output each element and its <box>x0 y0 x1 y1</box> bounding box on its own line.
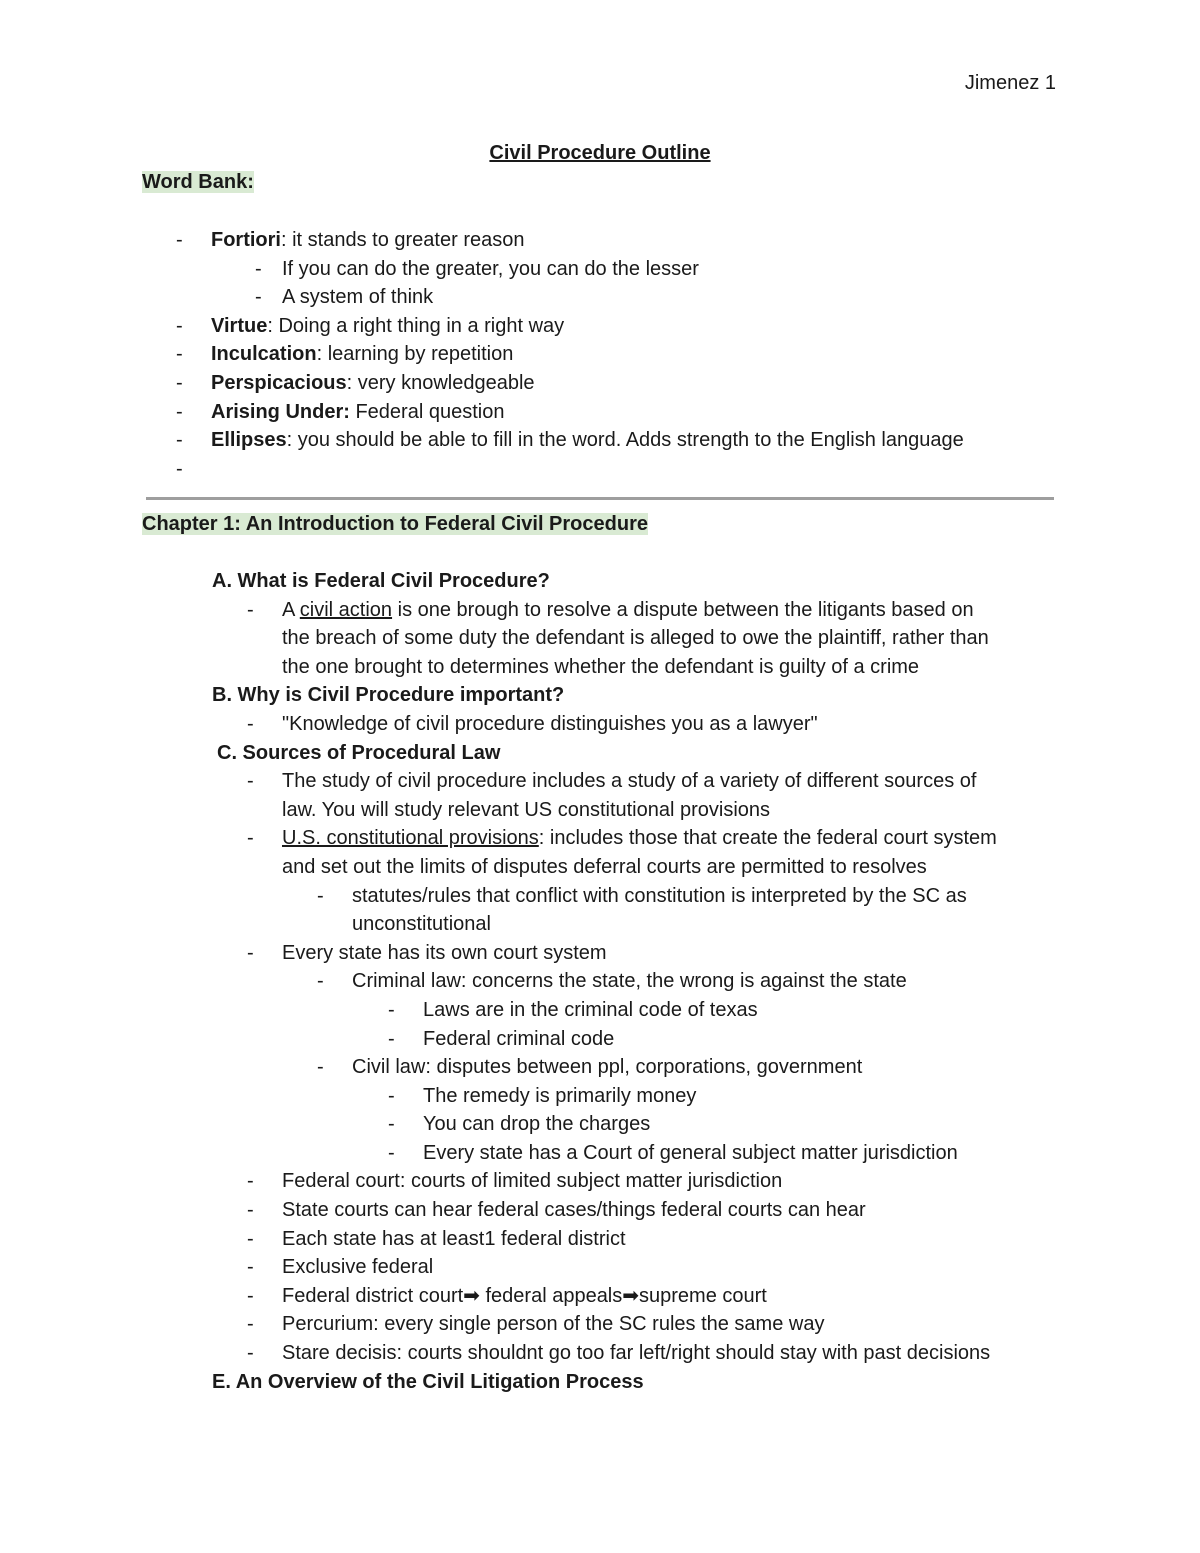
list-item <box>0 710 1200 739</box>
text: the breach of some duty the defendant is alleged to owe the plaintiff, rather than <box>282 627 989 650</box>
list-item <box>0 1339 1200 1368</box>
list-item <box>0 1225 1200 1254</box>
text: unconstitutional <box>352 913 491 936</box>
text: Each state has at least1 federal district <box>282 1227 626 1250</box>
text: law. You will study relevant US constitutional provisions <box>282 798 771 821</box>
section-heading <box>0 1368 1200 1397</box>
text: Criminal law: concerns the state, the wrong is against the state <box>352 970 907 993</box>
word-bank-label <box>142 171 254 194</box>
list-item <box>0 455 1200 484</box>
bullet: - <box>176 400 183 423</box>
section-heading <box>0 739 1200 768</box>
bullet: - <box>176 457 183 480</box>
list-item <box>0 1310 1200 1339</box>
list-item <box>0 1167 1200 1196</box>
bullet: - <box>247 1256 254 1279</box>
term: Fortiori <box>211 229 281 251</box>
list-item <box>0 283 1200 312</box>
list-item <box>0 255 1200 284</box>
sub-item: If you can do the greater, you can do the lesser <box>282 257 699 280</box>
text: Every state has a Court of general subject matter jurisdiction <box>423 1141 958 1164</box>
definition: : you should be able to fill in the word. Adds strength to the English language <box>286 429 964 452</box>
text: "Knowledge of civil procedure distinguishes you as a lawyer" <box>282 712 818 735</box>
section-c-heading: C. Sources of Procedural Law <box>217 741 501 764</box>
list-item <box>0 1025 1200 1054</box>
bullet: - <box>176 371 183 394</box>
list-item <box>0 1196 1200 1225</box>
text: and set out the limits of disputes deferral courts are permitted to resolves <box>282 855 927 878</box>
text: statutes/rules that conflict with constitution is interpreted by the SC as <box>352 884 967 907</box>
section-e-heading: E. An Overview of the Civil Litigation Process <box>212 1370 644 1393</box>
list-item <box>0 1282 1200 1311</box>
definition: : very knowledgeable <box>346 371 535 394</box>
underlined-term: U.S. constitutional provisions <box>282 827 539 850</box>
list-item <box>0 767 1200 796</box>
list-item <box>0 426 1200 455</box>
text: Exclusive federal <box>282 1256 434 1279</box>
word-bank-list <box>0 226 1200 483</box>
bullet: - <box>388 1084 395 1107</box>
bullet: - <box>388 1141 395 1164</box>
text: The study of civil procedure includes a study of a variety of different sources of <box>282 770 977 793</box>
term: Arising Under: <box>211 400 350 423</box>
list-item <box>0 967 1200 996</box>
list-item-continuation <box>0 796 1200 825</box>
text: A <box>282 598 300 621</box>
bullet: - <box>176 229 183 251</box>
bullet: - <box>247 598 254 621</box>
term: Virtue <box>211 314 268 337</box>
bullet: - <box>247 1227 254 1250</box>
page-title: Civil Procedure Outline <box>489 142 711 164</box>
text: Federal court: courts of limited subject matter jurisdiction <box>282 1170 783 1193</box>
list-item <box>0 882 1200 911</box>
text: Federal district court➡ federal appeals➡supreme court <box>282 1284 767 1307</box>
bullet: - <box>247 770 254 793</box>
list-item-continuation <box>0 853 1200 882</box>
list-item-continuation <box>0 910 1200 939</box>
bullet: - <box>247 1313 254 1336</box>
list-item <box>0 369 1200 398</box>
text: You can drop the charges <box>423 1113 651 1136</box>
bullet: - <box>255 257 262 280</box>
text: Federal criminal code <box>423 1027 615 1050</box>
horizontal-rule <box>146 497 1054 500</box>
definition: : Doing a right thing in a right way <box>267 314 565 337</box>
list-item-continuation <box>0 624 1200 653</box>
list-item <box>0 340 1200 369</box>
bullet: - <box>247 712 254 735</box>
bullet: - <box>247 1284 254 1307</box>
bullet: - <box>388 1027 395 1050</box>
section-b-heading: B. Why is Civil Procedure important? <box>212 684 565 707</box>
list-item <box>0 226 1200 255</box>
term: Ellipses <box>211 429 287 452</box>
term: Inculcation <box>211 343 317 366</box>
definition: Federal question <box>349 400 505 423</box>
bullet: - <box>388 1113 395 1136</box>
bullet: - <box>176 343 183 366</box>
list-item <box>0 596 1200 625</box>
bullet: - <box>247 941 254 964</box>
text: : includes those that create the federal court system <box>538 827 997 850</box>
bullet: - <box>247 1199 254 1222</box>
underlined-term: civil action <box>299 598 393 621</box>
sub-item: A system of think <box>282 286 434 309</box>
list-item <box>0 1082 1200 1111</box>
list-item <box>0 1253 1200 1282</box>
text: The remedy is primarily money <box>423 1084 697 1107</box>
bullet: - <box>388 998 395 1021</box>
list-item <box>0 1110 1200 1139</box>
list-item <box>0 1139 1200 1168</box>
word-bank-highlight: Word Bank: <box>142 171 254 193</box>
section-a-heading: A. What is Federal Civil Procedure? <box>212 570 550 592</box>
bullet: - <box>247 1170 254 1193</box>
bullet: - <box>317 970 324 993</box>
chapter-heading <box>142 513 648 536</box>
list-item <box>0 824 1200 853</box>
definition: : it stands to greater reason <box>281 229 525 251</box>
bullet: - <box>317 1056 324 1079</box>
text: State courts can hear federal cases/things federal courts can hear <box>282 1199 866 1222</box>
bullet: - <box>176 429 183 452</box>
bullet: - <box>317 884 324 907</box>
text: Civil law: disputes between ppl, corporations, government <box>352 1056 863 1079</box>
list-item <box>0 996 1200 1025</box>
list-item <box>0 398 1200 427</box>
section-heading <box>0 567 1200 596</box>
definition: : learning by repetition <box>316 343 514 366</box>
chapter-heading-highlight: Chapter 1: An Introduction to Federal Civil Procedure <box>142 513 648 535</box>
running-head: Jimenez 1 <box>964 72 1056 94</box>
term: Perspicacious <box>211 371 347 394</box>
text: Laws are in the criminal code of texas <box>423 998 758 1021</box>
bullet: - <box>255 286 262 309</box>
list-item <box>0 312 1200 341</box>
text: is one brough to resolve a dispute between the litigants based on <box>392 598 974 621</box>
list-item <box>0 1053 1200 1082</box>
list-item <box>0 939 1200 968</box>
list-item-continuation <box>0 653 1200 682</box>
text: Stare decisis: courts shouldnt go too far left/right should stay with past decisions <box>282 1342 991 1365</box>
text: Every state has its own court system <box>282 941 607 964</box>
text: the one brought to determines whether the defendant is guilty of a crime <box>282 655 920 678</box>
bullet: - <box>176 314 183 337</box>
bullet: - <box>247 1342 254 1365</box>
chapter-body <box>0 567 1200 1396</box>
text: Percurium: every single person of the SC rules the same way <box>282 1313 825 1336</box>
section-heading <box>0 681 1200 710</box>
bullet: - <box>247 827 254 850</box>
